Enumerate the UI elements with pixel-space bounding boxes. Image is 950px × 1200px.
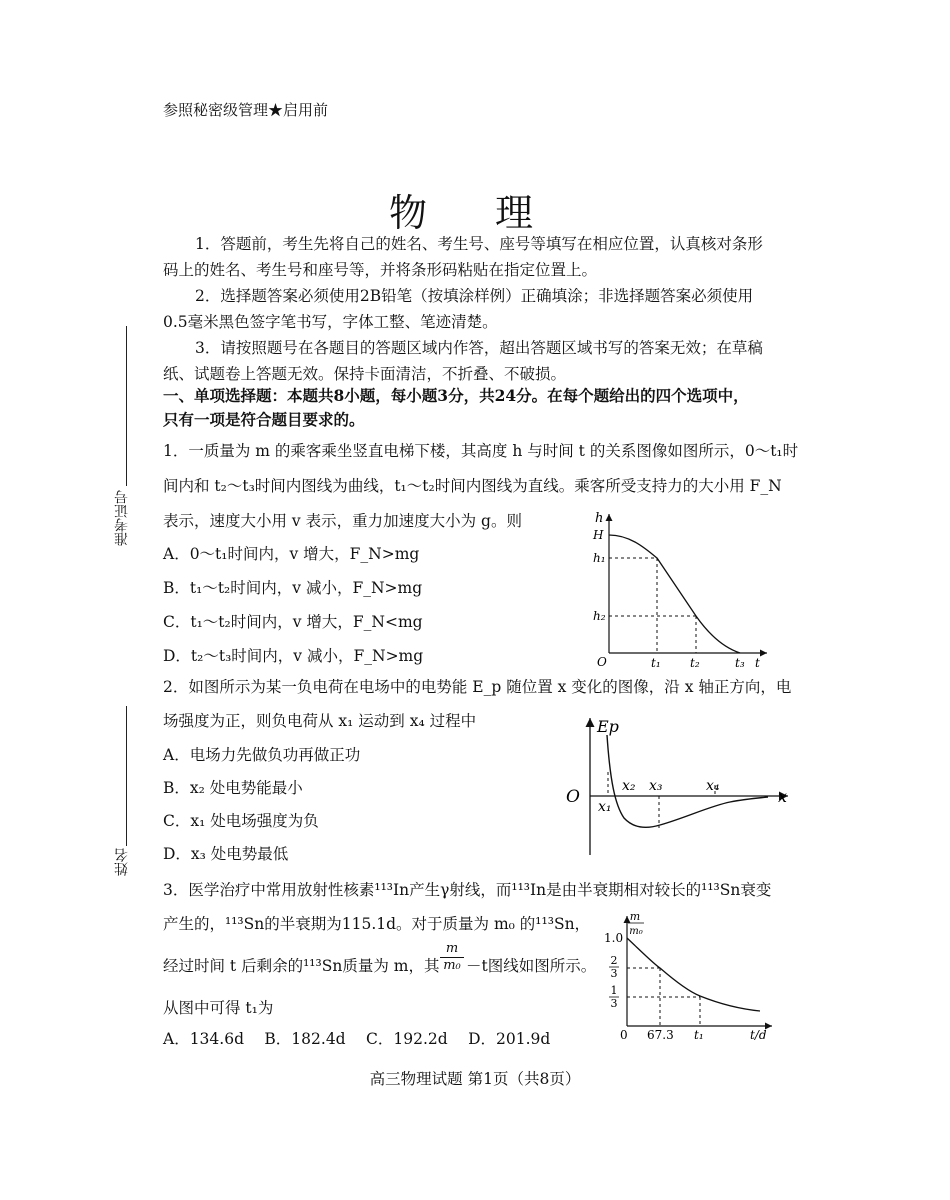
instruction-line: 码上的姓名、考生号和座号等，并将条形码粘贴在指定位置上。 <box>163 261 598 279</box>
q1-option-b: B．t₁～t₂时间内，v 减小，F_N>mg <box>163 579 423 597</box>
page-footer: 高三物理试题 第1页（共8页） <box>369 1070 581 1088</box>
axis-label-numerator: m <box>629 910 641 923</box>
exam-number-label: 准考证号 <box>114 490 130 546</box>
tick-1-3-den: 3 <box>610 997 618 1010</box>
origin-label: 0 <box>620 1028 628 1042</box>
tick-1-0: 1.0 <box>604 931 624 945</box>
axis-label-t: t <box>755 656 760 670</box>
q1-height-time-graph <box>585 508 775 673</box>
label-x2: x₂ <box>622 778 636 794</box>
q1-option-a: A．0～t₁时间内，v 增大，F_N>mg <box>163 545 420 563</box>
instruction-line: 1．答题前，考生先将自己的姓名、考生号、座号等填写在相应位置，认真核对条形 <box>195 235 763 253</box>
fraction-numerator: m <box>440 941 464 958</box>
q3-stem: －t图线如图所示。 <box>466 957 597 975</box>
mass-ratio-fraction <box>440 941 464 974</box>
instruction-line: 0.5毫米黑色签字笔书写，字体工整、笔迹清楚。 <box>163 313 498 331</box>
instruction-line: 3．请按照题号在各题目的答题区域内作答，超出答题区域书写的答案无效；在草稿 <box>195 339 763 357</box>
q2-option-d: D．x₃ 处电势最低 <box>163 845 289 863</box>
tick-2-3-den: 3 <box>610 967 618 980</box>
confidentiality-notice: 参照秘密级管理★启用前 <box>163 101 329 119</box>
section-heading: 只有一项是符合题目要求的。 <box>163 410 365 429</box>
q2-option-c: C．x₁ 处电场强度为负 <box>163 812 319 830</box>
label-t1: t₁ <box>651 656 661 670</box>
tick-1-3-num: 1 <box>610 984 618 997</box>
axis-label-ep: Ep <box>597 717 619 736</box>
label-x4: x₄ <box>706 778 720 794</box>
instruction-line: 纸、试题卷上答题无效。保持卡面清洁，不折叠、不破损。 <box>163 365 567 383</box>
axis-label-denominator: m₀ <box>629 926 643 937</box>
label-x1: x₁ <box>598 799 612 815</box>
tick-2-3-num: 2 <box>610 954 618 967</box>
fraction-denominator: m₀ <box>443 958 461 973</box>
axis-label-h: h <box>595 511 604 526</box>
label-t1: t₁ <box>694 1028 704 1042</box>
q2-stem: 场强度为正，则负电荷从 x₁ 运动到 x₄ 过程中 <box>163 712 477 730</box>
label-t2: t₂ <box>690 656 700 670</box>
instruction-line: 2．选择题答案必须使用2B铅笔（按填涂样例）正确填涂；非选择题答案必须使用 <box>195 287 754 305</box>
label-h2: h₂ <box>593 609 606 623</box>
tick-67-3: 67.3 <box>647 1028 674 1042</box>
label-H: H <box>593 528 604 542</box>
q3-stem: 3．医学治疗中常用放射性核素¹¹³In产生γ射线，而¹¹³In是由半衰期相对较长的¹¹³Sn衰变 <box>163 881 772 899</box>
q1-stem: 表示，速度大小用 v 表示，重力加速度大小为 g。则 <box>163 512 522 530</box>
axis-label-td: t/d <box>750 1028 767 1042</box>
label-t3: t₃ <box>735 656 745 670</box>
q1-option-d: D．t₂～t₃时间内，v 减小，F_N>mg <box>163 647 424 665</box>
axis-label-x: x <box>778 787 788 806</box>
page-title: 物 理 <box>388 191 562 235</box>
q2-option-a: A．电场力先做负功再做正功 <box>163 746 361 764</box>
section-heading: 一、单项选择题：本题共8小题，每小题3分，共24分。在每个题给出的四个选项中， <box>163 386 749 405</box>
q2-potential-energy-graph <box>560 710 795 860</box>
q3-stem: 产生的，¹¹³Sn的半衰期为115.1d。对于质量为 m₀ 的¹¹³Sn， <box>163 915 591 933</box>
q1-stem: 1．一质量为 m 的乘客乘坐竖直电梯下楼，其高度 h 与时间 t 的关系图像如图所示，0～t₁时 <box>163 442 799 460</box>
name-line <box>126 706 127 846</box>
exam-number-line <box>126 326 127 486</box>
origin-label: O <box>597 655 607 669</box>
origin-label: O <box>566 787 580 807</box>
q3-stem: 从图中可得 t₁为 <box>163 999 274 1017</box>
name-label: 姓名 <box>114 848 130 876</box>
label-x3: x₃ <box>649 778 663 794</box>
q3-mass-ratio-graph <box>600 910 775 1045</box>
q1-option-c: C．t₁～t₂时间内，v 增大，F_N<mg <box>163 613 423 631</box>
q3-options: A．134.6d B．182.4d C．192.2d D．201.9d <box>163 1030 551 1048</box>
q2-stem: 2．如图所示为某一负电荷在电场中的电势能 E_p 随位置 x 变化的图像，沿 x 轴正方向，电 <box>163 678 792 696</box>
q1-stem: 间内和 t₂～t₃时间内图线为曲线，t₁～t₂时间内图线为直线。乘客所受支持力的大小用 F_N <box>163 477 782 495</box>
label-h1: h₁ <box>593 551 606 565</box>
q2-option-b: B．x₂ 处电势能最小 <box>163 779 303 797</box>
q3-stem: 经过时间 t 后剩余的¹¹³Sn质量为 m，其 <box>163 957 440 975</box>
